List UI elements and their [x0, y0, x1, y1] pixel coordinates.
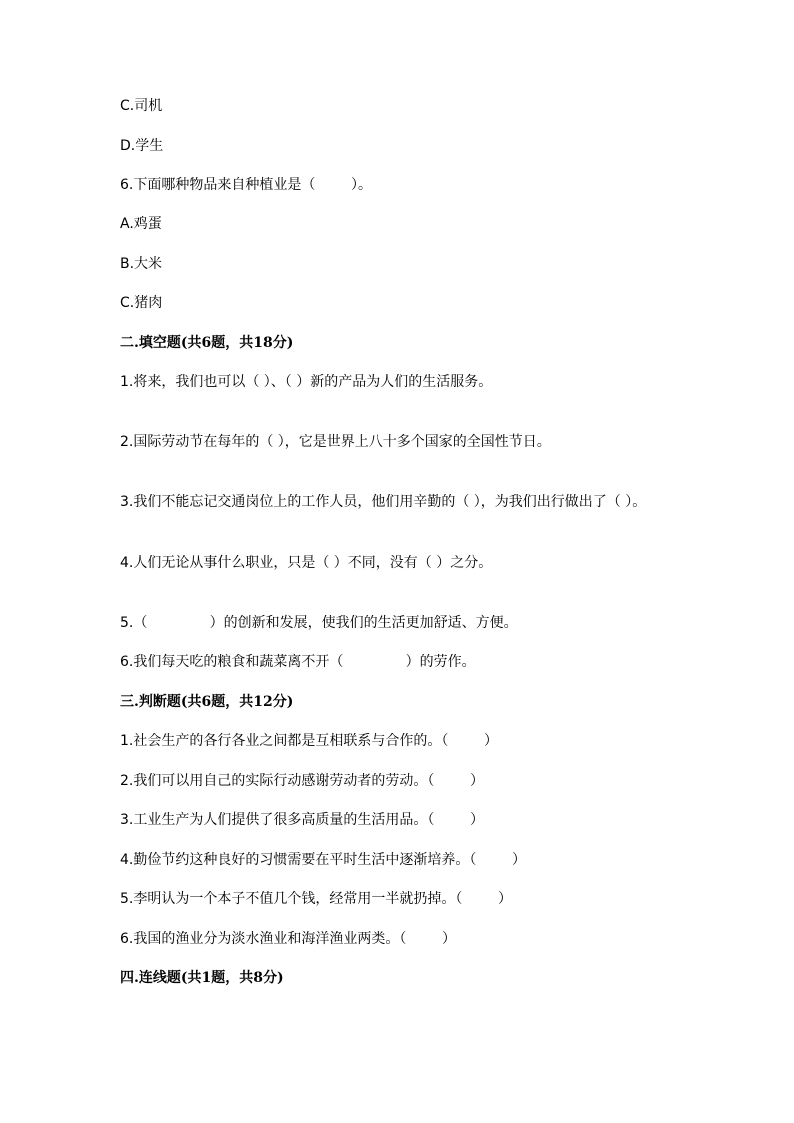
fill-item-1: 1.将来，我们也可以（ ）、（ ）新的产品为人们的生活服务。 [120, 374, 493, 390]
q5-option-d: D.学生 [120, 138, 164, 154]
q5-option-c: C.司机 [120, 98, 163, 114]
fill-item-3: 3.我们不能忘记交通岗位上的工作人员，他们用辛勤的（ ），为我们出行做出了（ ）。 [120, 494, 647, 510]
judge-item-6: 6.我国的渔业分为淡水渔业和海洋渔业两类。（ ） [120, 931, 456, 947]
judge-item-3: 3.工业生产为人们提供了很多高质量的生活用品。（ ） [120, 812, 484, 828]
section4-title: 四.连线题(共1题，共8分) [120, 970, 284, 986]
judge-item-2: 2.我们可以用自己的实际行动感谢劳动者的劳动。（ ） [120, 773, 484, 789]
q6-option-b: B.大米 [120, 256, 163, 272]
fill-item-5: 5.（ ）的创新和发展，使我们的生活更加舒适、方便。 [120, 615, 518, 631]
judge-item-5: 5.李明认为一个本子不值几个钱，经常用一半就扔掉。（ ） [120, 891, 512, 907]
judge-item-4: 4.勤俭节约这种良好的习惯需要在平时生活中逐渐培养。（ ） [120, 852, 526, 868]
fill-item-2: 2.国际劳动节在每年的（ ），它是世界上八十多个国家的全国性节日。 [120, 434, 551, 450]
section3-title: 三.判断题(共6题，共12分) [120, 694, 294, 710]
q6-option-a: A.鸡蛋 [120, 216, 162, 232]
q6-option-c: C.猪肉 [120, 295, 163, 311]
section2-title: 二.填空题(共6题，共18分) [120, 335, 294, 351]
fill-item-6: 6.我们每天吃的粮食和蔬菜离不开（ ）的劳作。 [120, 654, 476, 670]
q6-stem: 6.下面哪种物品来自种植业是（ ）。 [120, 177, 372, 193]
judge-item-1: 1.社会生产的各行各业之间都是互相联系与合作的。（ ） [120, 733, 498, 749]
fill-item-4: 4.人们无论从事什么职业，只是（ ）不同，没有（ ）之分。 [120, 555, 493, 571]
